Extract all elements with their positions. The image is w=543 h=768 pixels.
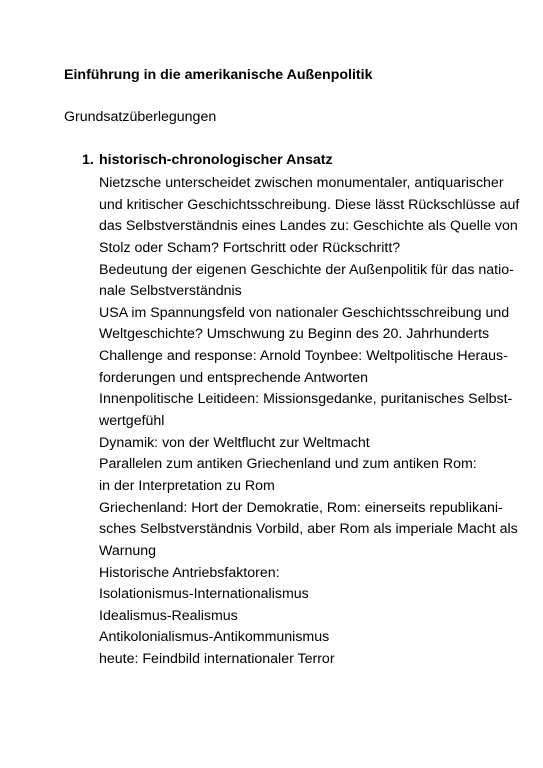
body-line: Bedeutung der eigenen Geschichte der Außenpolitik für das natio- (99, 261, 514, 278)
body-line: Stolz oder Scham? Fortschritt oder Rückschritt? (99, 239, 401, 256)
section-number: 1. (82, 152, 94, 168)
body-line: Challenge and response: Arnold Toynbee: Weltpolitische Heraus- (99, 348, 508, 365)
body-line: Idealismus-Realismus (99, 607, 238, 624)
body-line: forderungen und entsprechende Antworten (99, 369, 368, 386)
body-line: Warnung (99, 542, 157, 559)
body-line: heute: Feindbild internationaler Terror (99, 651, 335, 668)
section-heading-text: historisch-chronologischer Ansatz (99, 152, 333, 168)
body-line: Innenpolitische Leitideen: Missionsgedanke, puritanisches Selbst- (99, 391, 513, 408)
body-line: nale Selbstverständnis (99, 283, 242, 300)
body-line: Parallelen zum antiken Griechenland und zum antiken Rom: (99, 456, 477, 473)
section-body (99, 173, 519, 671)
body-line: wertgefühl (99, 413, 165, 430)
body-line: in der Interpretation zu Rom (99, 477, 275, 494)
body-line: Griechenland: Hort der Demokratie, Rom: einerseits republikani- (99, 499, 503, 516)
body-line: sches Selbstverständnis Vorbild, aber Rom als imperiale Macht als (99, 521, 518, 538)
body-line: Isolationismus-Internationalismus (99, 586, 309, 603)
body-line: Antikolonialismus-Antikommunismus (99, 629, 330, 646)
body-line: Weltgeschichte? Umschwung zu Beginn des 20. Jahrhunderts (99, 326, 490, 343)
body-line: und kritischer Geschichtsschreibung. Diese lässt Rückschlüsse auf (99, 196, 520, 213)
body-line: USA im Spannungsfeld von nationaler Geschichtsschreibung und (99, 304, 510, 321)
document-subtitle: Grundsatzüberlegungen (64, 109, 217, 125)
section-heading (82, 152, 333, 169)
body-line: Nietzsche unterscheidet zwischen monumentaler, antiquarischer (99, 175, 504, 191)
document-title: Einführung in die amerikanische Außenpolitik (64, 67, 373, 83)
body-line: Historische Antriebsfaktoren: (99, 564, 280, 581)
body-line: Dynamik: von der Weltflucht zur Weltmacht (99, 434, 370, 451)
body-line: das Selbstverständnis eines Landes zu: Geschichte als Quelle von (99, 218, 518, 235)
